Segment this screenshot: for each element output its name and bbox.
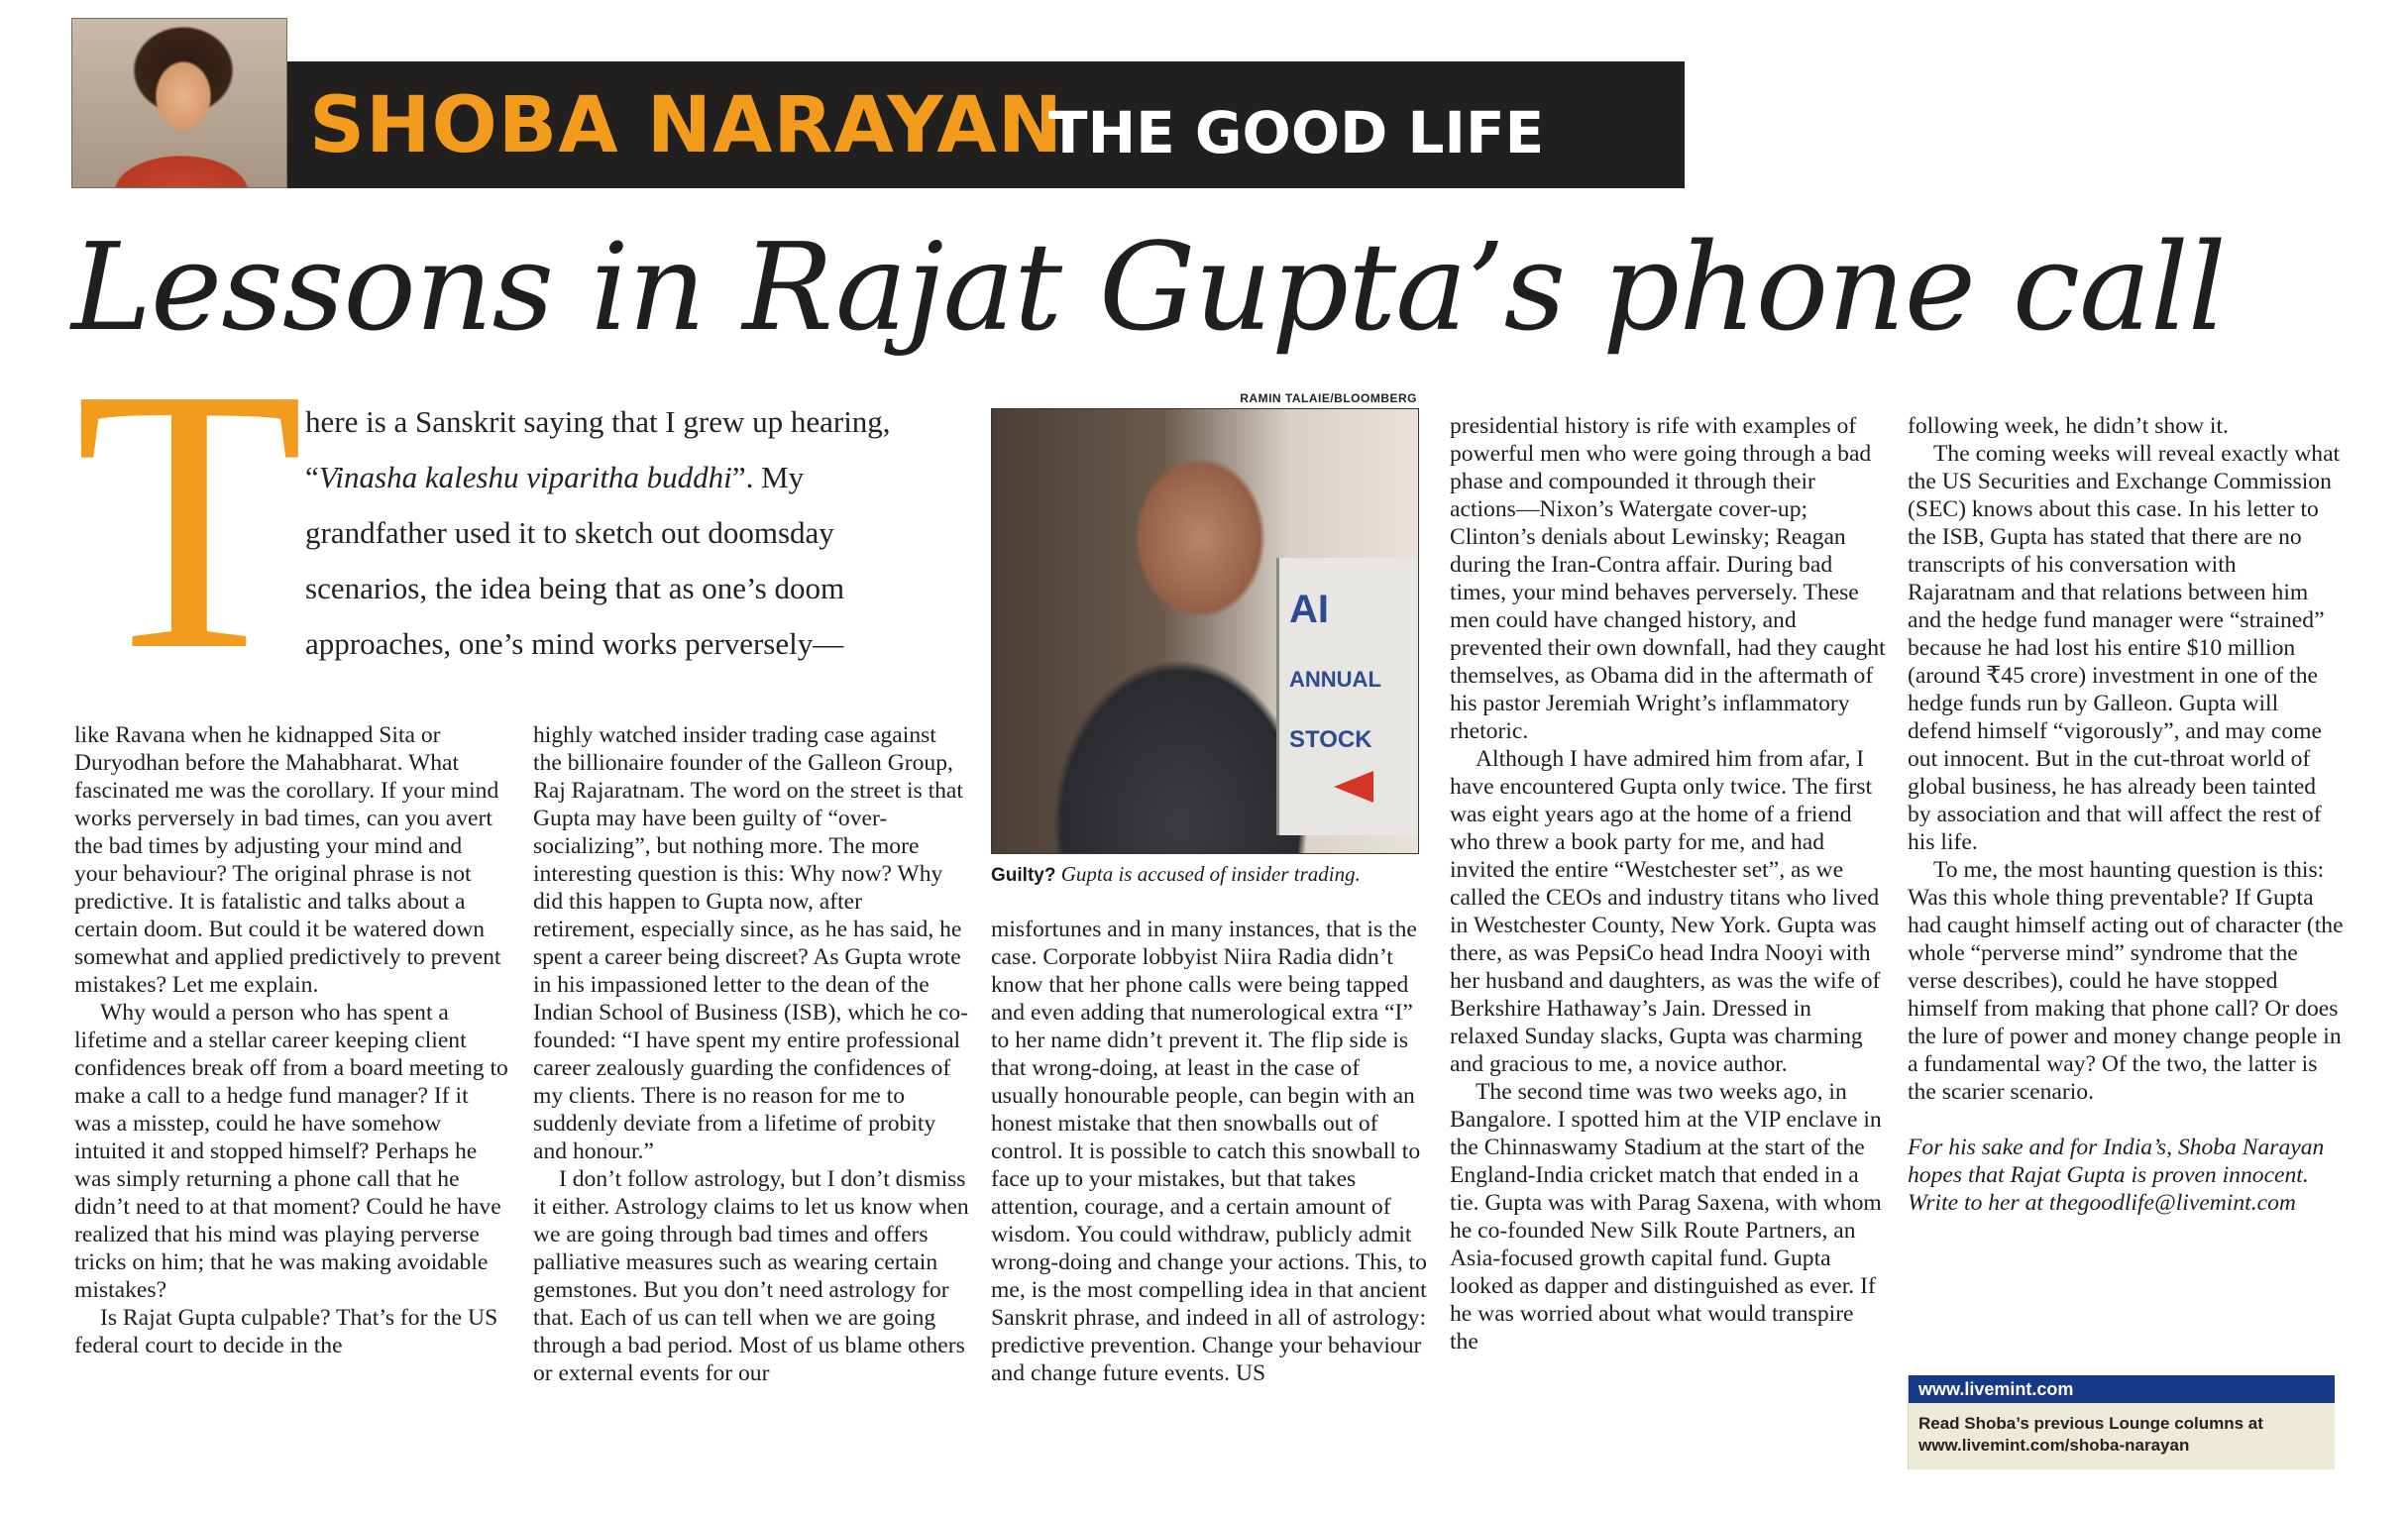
paragraph: Why would a person who has spent a lifetime and a stellar career keeping client confidences break off from a board meeting to make a call to a hedge fund manager? If it was a misstep, could he have somehow intuited it and stopped himself? Perhaps he was simply returning a phone call that he didn’t need to at that moment? Could he have realized that his mind was playing perverse tricks on him; that he was making avoidable mistakes? — [74, 1000, 508, 1303]
article-column-4 — [1450, 412, 1886, 1355]
sign-annual: ANNUAL — [1289, 667, 1381, 692]
sign-letters: AI — [1289, 588, 1329, 631]
caption-label: Guilty? — [991, 865, 1056, 886]
background-sign — [1276, 558, 1418, 835]
paragraph: misfortunes and in many instances, that is the case. Corporate lobbyist Niira Radia didn’t know that her phone calls were being tapped and even adding that numerological extra “I” to her name didn’t prevent it. The flip side is that wrong-doing, at least in the case of usually honourable people, can begin with an honest mistake that then snowballs out of control. It is possible to catch this snowball to face up to your mistakes, but that takes attention, courage, and a certain amount of wisdom. You could withdraw, publicly admit wrong-doing and change your actions. This, to me, is the most compelling idea in that ancient Sanskrit phrase, and indeed in all of astrology: predictive prevention. Change your behaviour and change future events. US — [991, 917, 1427, 1386]
paragraph: Although I have admired him from afar, I have encountered Gupta only twice. The first was eight years ago at the home of a friend who threw a book party for me, and had invited the entire “Westchester set”, as we called the CEOs and industry titans who lived in Westchester County, New York. Gupta was there, as was PepsiCo head Indra Nooyi with her husband and daughters, as was the wife of Berkshire Hathaway’s Jain. Dressed in relaxed Sunday slacks, Gupta was charming and gracious to me, a novice author. — [1450, 746, 1881, 1077]
promo-header — [1909, 1375, 2335, 1403]
arrow-icon — [1334, 771, 1373, 803]
paragraph: presidential history is rife with examples of powerful men who were going through a bad phase and compounded it through their actions—Nixon’s Watergate cover-up; Clinton’s denials about Lewinsky; Reagan during the Iran-Contra affair. During bad times, your mind behaves perversely. These men could have changed history, and prevented their own downfall, had they caught themselves, as Obama did in the aftermath of his pastor Jeremiah Wright’s inflammatory rhetoric. — [1450, 413, 1886, 744]
paragraph: I don’t follow astrology, but I don’t dismiss it either. Astrology claims to let us know when we are going through bad times and offers palliative measures such as wearing certain gemstones. But you don’t need astrology for that. Each of us can tell when we are going through a bad period. Most of us blame others or external events for our — [533, 1166, 969, 1386]
article-column-1 — [74, 721, 510, 1359]
paragraph: To me, the most haunting question is this: Was this whole thing preventable? If Gupta had caught himself acting out of character (the whole “perverse mind” syndrome that the verse describes), could he have stopped himself from making that phone call? Or does the lure of power and money change people in a fundamental way? Of the two, the latter is the scarier scenario. — [1908, 857, 2344, 1105]
article-column-2 — [533, 721, 969, 1387]
promo-box — [1908, 1375, 2335, 1469]
paragraph: like Ravana when he kidnapped Sita or Duryodhan before the Mahabharat. What fascinated me was the corollary. If your mind works perversely in bad times, can you avert the bad times by adjusting your mind and your behaviour? The original phrase is not predictive. It is fatalistic and talks about a certain doom. But could it be watered down somewhat and applied predictively to prevent mistakes? Let me explain. — [74, 722, 501, 998]
paragraph: Is Rajat Gupta culpable? That’s for the US federal court to decide in the — [74, 1305, 498, 1358]
article-photo — [991, 408, 1419, 854]
sign-stock: STOCK — [1289, 726, 1372, 753]
promo-url[interactable]: www.livemint.com — [1918, 1379, 2074, 1399]
promo-text: Read Shoba’s previous Lounge columns at www.livemint.com/shoba-narayan — [1918, 1414, 2263, 1455]
drop-cap: T — [74, 311, 305, 728]
paragraph: The second time was two weeks ago, in Bangalore. I spotted him at the VIP enclave in the Chinnaswamy Stadium at the start of the England-India cricket match that ended in a tie. Gupta was with Parag Saxena, with whom he co-founded New Silk Route Partners, an Asia-focused growth capital fund. Gupta looked as dapper and distinguished as ever. If he was worried about what would transpire the — [1450, 1079, 1882, 1354]
paragraph: The coming weeks will reveal exactly what the US Securities and Exchange Commission (SEC) knows about this case. In his letter to the ISB, Gupta has stated that there are no transcripts of his conversation with Rajaratnam and that relations between him and the hedge fund manager were “strained” because he had lost his entire $10 million (around ₹45 crore) investment in one of the hedge funds run by Galleon. Gupta will defend himself “vigorously”, and may come out innocent. But in the cut-throat world of global business, he has already been tainted by association and that will affect the rest of his life. — [1908, 441, 2341, 855]
column-title: THE GOOD LIFE — [1048, 99, 1545, 166]
photo-credit: RAMIN TALAIE/BLOOMBERG — [1240, 391, 1417, 405]
article-column-5 — [1908, 412, 2344, 1217]
article-column-3 — [991, 916, 1427, 1387]
caption-text: Gupta is accused of insider trading. — [1055, 862, 1361, 886]
author-signoff: For his sake and for India’s, Shoba Narayan hopes that Rajat Gupta is proven innocent. Write to her at thegoodlife@livemint.com — [1908, 1135, 2325, 1216]
lead-paragraph: here is a Sanskrit saying that I grew up hearing, “Vinasha kaleshu viparitha buddhi”. My grandfather used it to sketch out doomsday scenarios, the idea being that as one’s doom approaches, one’s mind works perversely— — [305, 404, 891, 661]
photo-caption — [991, 860, 1427, 890]
columnist-photo — [71, 18, 287, 188]
paragraph: highly watched insider trading case against the billionaire founder of the Galleon Group, Raj Rajaratnam. The word on the street is that Gupta may have been guilty of “over-socializing”, but nothing more. The more interesting question is this: Why now? Why did this happen to Gupta now, after retirement, especially since, as he has said, he spent a career being discreet? As Gupta wrote in his impassioned letter to the dean of the Indian School of Business (ISB), which he co-founded: “I have spent my entire professional career zealously guarding the confidences of my clients. There is no reason for me to suddenly deviate from a lifetime of probity and honour.” — [533, 722, 969, 1164]
article-headline: Lessons in Rajat Gupta’s phone call — [71, 217, 2226, 358]
paragraph: following week, he didn’t show it. — [1908, 413, 2229, 439]
columnist-name: SHOBA NARAYAN — [309, 81, 1064, 170]
